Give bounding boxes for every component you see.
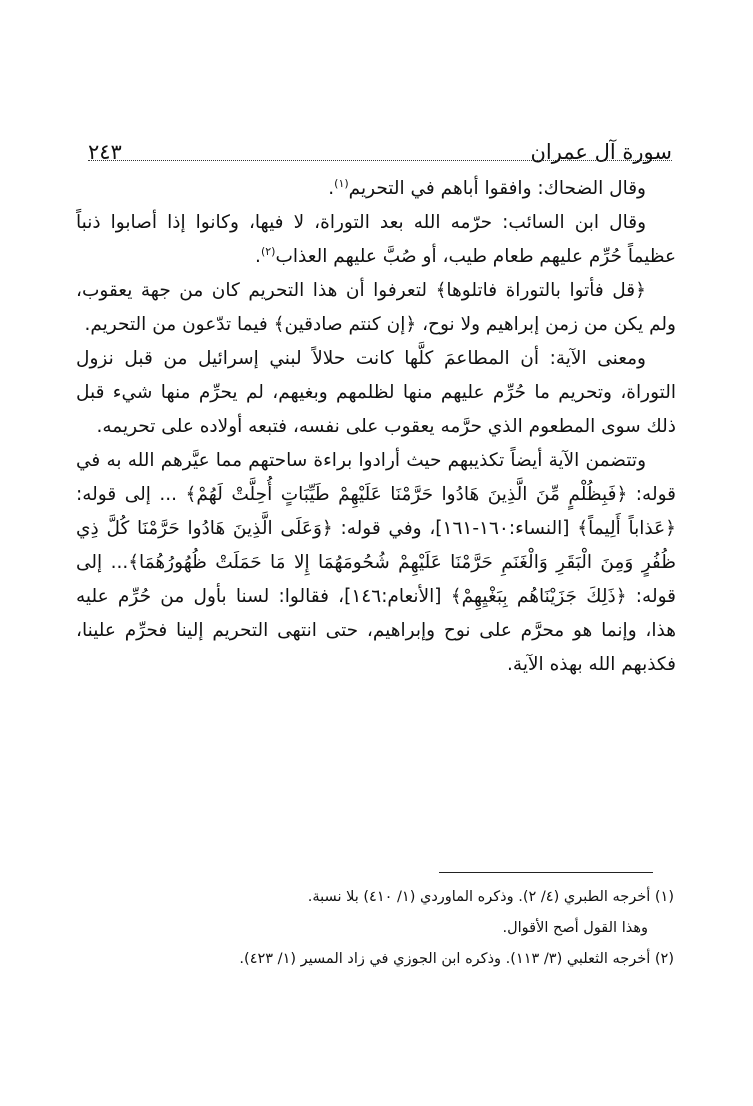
- footnote-marker: (٢): [260, 244, 276, 258]
- footnote-divider: [439, 872, 653, 873]
- footnote-1: (١) أخرجه الطبري (٤/ ٢). وذكره الماوردي (١/ ٤١٠) بلا نسبة.: [307, 889, 674, 905]
- paragraph-refutation: [76, 444, 676, 682]
- quran-quote: ﴿إن كنتم صادقين﴾: [273, 314, 417, 335]
- text-segment: وتتضمن الآية أيضاً تكذيبهم حيث أرادوا براءة ساحتهم مما عيَّرهم الله به في قوله:: [76, 450, 677, 505]
- text-segment: [الأنعام:١٤٦]، فقالوا: لسنا بأول من حُرِّم عليه هذا، وإنما هو محرَّم على نوح وإبراهيم، حتى انتهى التحريم إلينا فحرِّم علينا، فكذبهم الله بهذه الآية.: [76, 586, 676, 675]
- text-segment: لتعرفوا أن هذا التحريم كان من جهة يعقوب، ولم يكن من زمن إبراهيم ولا نوح،: [76, 280, 676, 335]
- paragraph-ibn-alsaib: [76, 206, 676, 274]
- paragraph-bring-torah: [76, 274, 676, 342]
- quran-quote: ﴿فَبِظُلْمٍ مِّنَ الَّذِينَ هَادُوا حَرَّمْنَا عَلَيْهِمْ طَيِّبَاتٍ أُحِلَّتْ لَهُمْ﴾: [185, 484, 628, 505]
- quran-quote: ﴿عَذاباً أَلِيماً﴾: [577, 518, 677, 539]
- quran-quote: ﴿ذَلِكَ جَزَيْنَاهُم بِبَغْيِهِمْ﴾: [450, 586, 627, 607]
- text-segment: وقال ابن السائب: حرّمه الله بعد التوراة، لا فيها، وكانوا إذا أصابوا ذنباً عظيماً حُرِّم عليهم طعام طيب، أو صُبَّ عليهم العذاب: [76, 212, 676, 267]
- page-header: [88, 138, 672, 168]
- paragraph-dahhak: [76, 172, 676, 206]
- page-number: ٢٤٣: [88, 140, 122, 164]
- text-segment: ... إلى قوله:: [76, 552, 677, 607]
- footnote-1-continuation: وهذا القول أصح الأقوال.: [502, 920, 648, 936]
- text-segment: ومعنى الآية: أن المطاعمَ كلَّها كانت حلالاً لبني إسرائيل من قبل نزول التوراة، وتحريم ما حُرِّم عليهم منها لظلمهم وبغيهم، لم يحرِّم منها شيء قبل ذلك سوى المطعوم الذي حرَّمه يعقوب على نفسه، فتبعه أولاده على تحريمه.: [76, 348, 676, 437]
- paragraph-meaning: [76, 342, 676, 444]
- text-segment: فيما تدّعون من التحريم.: [84, 314, 274, 335]
- text-segment: وقال الضحاك: وافقوا أباهم في التحريم: [348, 178, 646, 199]
- header-divider: [88, 160, 672, 161]
- footnotes: [90, 882, 674, 975]
- text-segment: .: [328, 178, 335, 199]
- text-segment: [النساء:١٦٠-١٦١]، وفي قوله:: [332, 518, 578, 539]
- text-segment: ... إلى قوله:: [76, 484, 186, 505]
- quran-quote: ﴿قل فأتوا بالتوراة فاتلوها﴾: [435, 280, 646, 301]
- surah-title: سورة آل عمران: [530, 140, 672, 164]
- text-segment: .: [255, 246, 261, 267]
- footnote-2: (٢) أخرجه الثعلبي (٣/ ١١٣). وذكره ابن الجوزي في زاد المسير (١/ ٤٢٣).: [239, 951, 674, 967]
- footnote-marker: (١): [334, 176, 349, 190]
- quran-quote: ﴿وَعَلَى الَّذِينَ هَادُوا حَرَّمْنَا كُلَّ ذِي ظُفُرٍ وَمِنَ الْبَقَرِ وَالْغَنَمِ حَرَّمْنَا عَلَيْهِمْ شُحُومَهُمَا إِلا مَا حَمَلَتْ ظُهُورُهُمَا﴾: [76, 518, 677, 573]
- main-text: [76, 172, 676, 682]
